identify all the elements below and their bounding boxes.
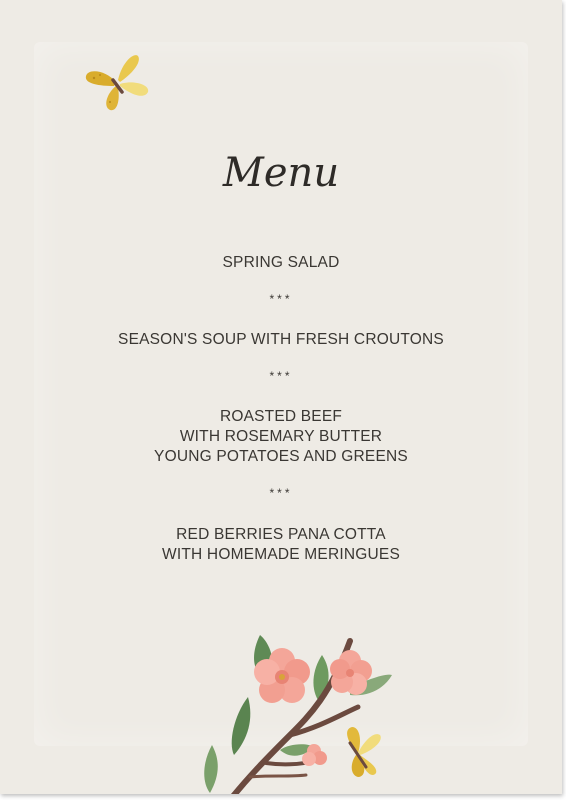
butterfly-icon bbox=[347, 727, 381, 777]
course-line: ROASTED BEEF bbox=[219, 408, 343, 425]
course-line: RED BERRIES PANA COTTA bbox=[176, 526, 386, 543]
flower-branch-illustration bbox=[190, 615, 410, 794]
course-separator: *** bbox=[269, 369, 293, 383]
course-line: WITH ROSEMARY BUTTER bbox=[179, 428, 383, 445]
course-line: SPRING SALAD bbox=[222, 254, 340, 271]
svg-text:Menu: Menu bbox=[222, 150, 340, 196]
menu-title bbox=[0, 134, 562, 220]
butterfly-icon bbox=[80, 50, 154, 118]
course-item bbox=[0, 330, 562, 350]
course-line: WITH HOMEMADE MERINGUES bbox=[162, 546, 400, 563]
course-line: SEASON'S SOUP WITH FRESH CROUTONS bbox=[118, 331, 444, 348]
course-item bbox=[0, 253, 562, 273]
course-item bbox=[0, 407, 562, 467]
course-line: YOUNG POTATOES AND GREENS bbox=[154, 448, 408, 465]
course-separator: *** bbox=[269, 292, 293, 306]
course-item bbox=[0, 525, 562, 565]
course-separator: *** bbox=[269, 486, 293, 500]
